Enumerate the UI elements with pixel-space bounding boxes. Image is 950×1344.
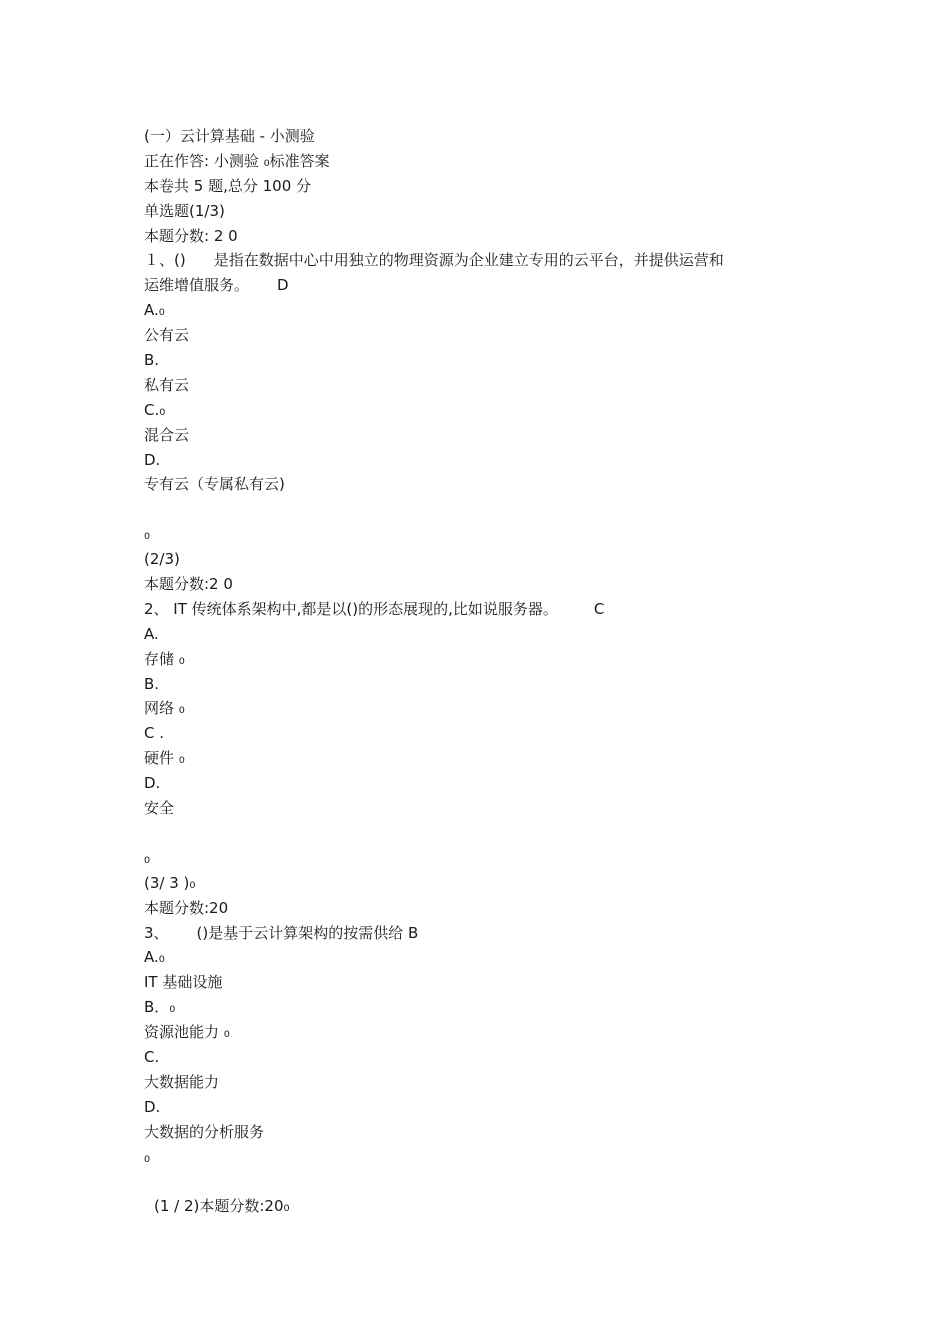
section-title: (一）云计算基础 - 小测验 [144, 127, 315, 145]
q3-score: 本题分数:20 [144, 898, 229, 917]
q3-end-mark: ₀ [144, 1147, 151, 1166]
q1-option-a: 公有云 [144, 326, 190, 345]
q1-option-a-label: A.₀ [144, 301, 165, 320]
q2-option-d-label: D. [144, 774, 161, 793]
q1-score: 本题分数: 2 0 [144, 226, 238, 245]
q3-option-d: 大数据的分析服务 [144, 1122, 265, 1141]
q1-option-b: 私有云 [144, 375, 190, 394]
q1-answer: D [277, 276, 289, 295]
q2-score: 本题分数:2 0 [144, 575, 233, 594]
q2-option-c: 硬件 ₀ [144, 749, 185, 768]
q2-progress: (2/3) [144, 550, 180, 569]
q2-option-c-label: C . [144, 724, 165, 743]
q3-option-a-label: A.₀ [144, 948, 165, 967]
q1-option-d-label: D. [144, 450, 161, 469]
q3-option-d-label: D. [144, 1097, 161, 1116]
group-heading: 单选题(1/3) [144, 201, 225, 220]
q3-option-b: 资源池能力 ₀ [144, 1023, 230, 1042]
status-line: 正在作答: 小测验 ₀标准答案 [144, 151, 330, 170]
q1-option-c: 混合云 [144, 425, 190, 444]
q2-stem [144, 597, 824, 622]
q3-stem [144, 921, 824, 946]
spacer [144, 821, 824, 846]
q2-end-mark: ₀ [144, 848, 151, 867]
q1-stem-line1 [144, 248, 824, 273]
q1-end-mark: ₀ [144, 525, 151, 544]
q2-option-a: 存储 ₀ [144, 649, 185, 668]
q2-answer: C [593, 599, 605, 618]
q2-option-b: 网络 ₀ [144, 699, 185, 718]
q1-stem-text: 是指在数据中心中用独立的物理资源为企业建立专用的云平台，并提供运营和 [213, 251, 724, 270]
q3-option-c: 大数据能力 [144, 1072, 220, 1091]
q3-progress: (3/ 3 )₀ [144, 873, 196, 892]
q2-option-d: 安全 [144, 799, 175, 818]
q3-option-c-label: C. [144, 1047, 160, 1066]
next-group-heading: (1 / 2)本题分数:20₀ [154, 1197, 290, 1216]
q3-option-a: IT 基础设施 [144, 973, 223, 992]
spacer [144, 1169, 824, 1194]
q3-number: 3、 [144, 923, 169, 942]
q1-stem-continued: 运维增值服务。 [144, 276, 250, 295]
q1-number: １、() [144, 251, 186, 270]
q1-option-d: 专有云（专属私有云) [144, 475, 285, 494]
q1-stem-line2 [144, 273, 824, 298]
quiz-summary: 本卷共 5 题,总分 100 分 [144, 176, 312, 195]
q2-option-a-label: A. [144, 624, 159, 643]
q1-option-c-label: C.₀ [144, 400, 166, 419]
spacer [144, 497, 824, 522]
q3-option-b-label: B．₀ [144, 998, 176, 1017]
q2-option-b-label: B. [144, 674, 160, 693]
q2-stem-text: 2、 IT 传统体系架构中,都是以()的形态展现的,比如说服务器。 [144, 599, 558, 618]
q1-option-b-label: B. [144, 351, 160, 370]
document-page [144, 124, 824, 1219]
q3-stem-text: ()是基于云计算架构的按需供给 B [196, 923, 419, 942]
